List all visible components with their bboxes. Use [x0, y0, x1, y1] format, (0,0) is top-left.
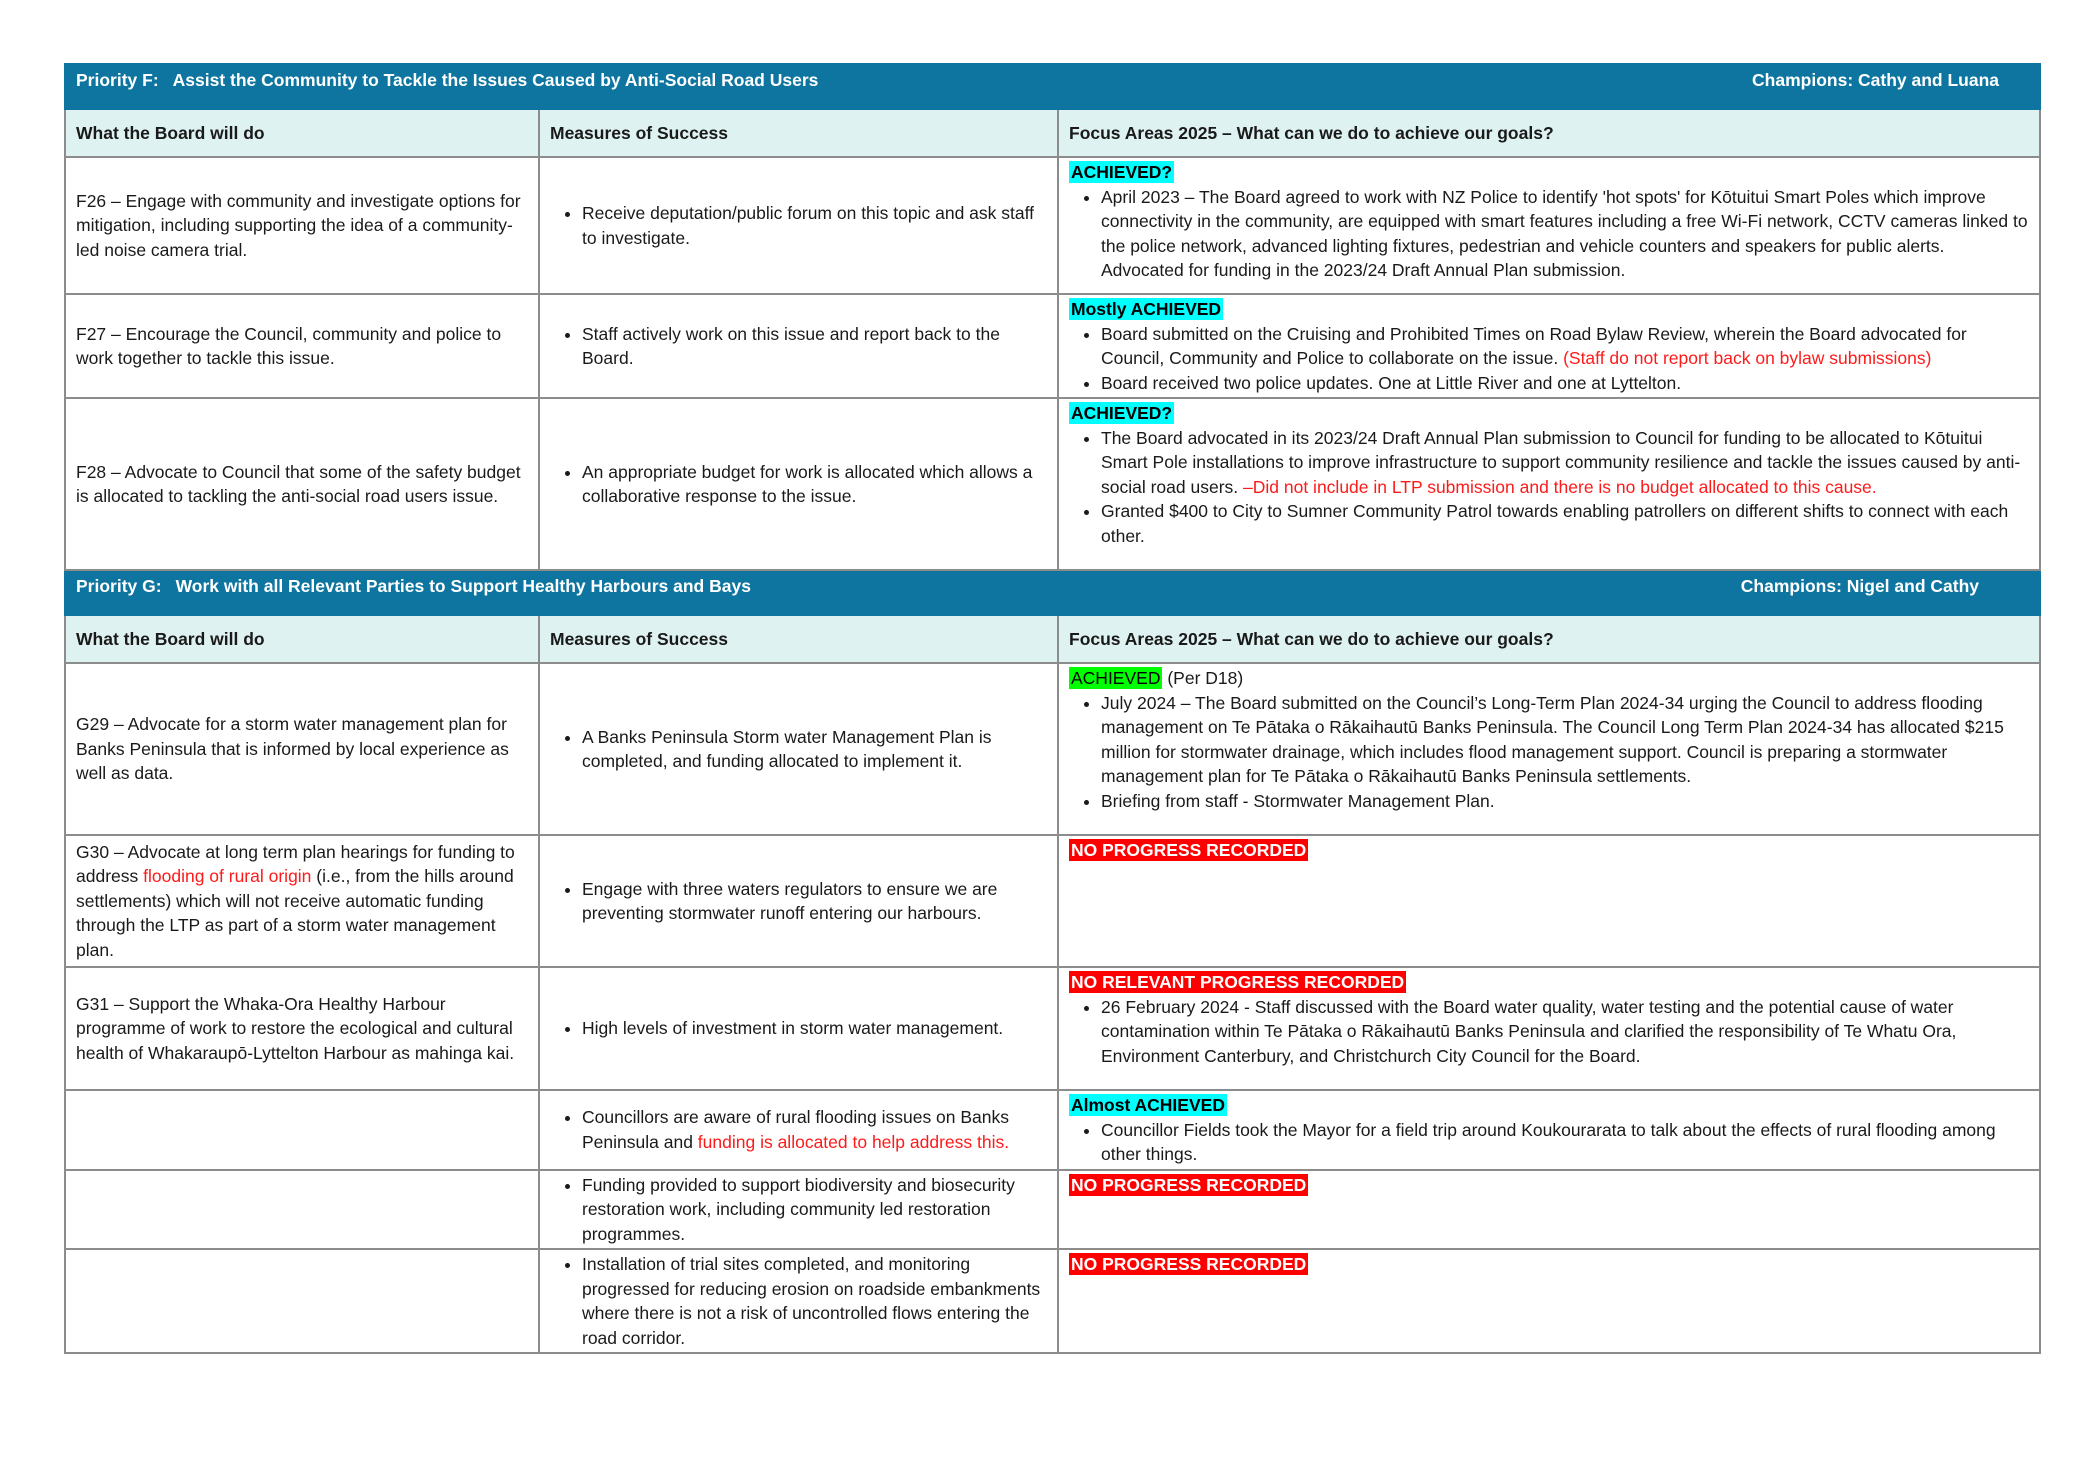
focus-cell: [1058, 835, 2040, 967]
measure-text: Councillors are aware of rural flooding issues on Banks Peninsula and: [582, 1107, 1010, 1152]
priorities-table: [64, 63, 2041, 1354]
table-row-g-erosion: [65, 1249, 2040, 1353]
priority-g-header: [65, 570, 2040, 615]
priority-title: [76, 574, 751, 599]
document-page: [64, 63, 2041, 1354]
bullet-text: Board submitted on the Cruising and Prohibited Times on Road Bylaw Review, wherein the Board advocated for Council, Community and Police to collaborate on the issue.: [1101, 323, 1967, 368]
focus-bullet: • July 2024 – The Board submitted on the Council’s Long-Term Plan 2024-34 urging the Council to address flooding management on Te Pātaka o Rākaihautū Banks Peninsula. The Council Long Term Plan 2024-34 has allocated $215 million for stormwater drainage, which includes flood management support. Council is preparing a stormwater management plan for Te Pātaka o Rākaihautū Banks Peninsula settlements.: [1101, 691, 2029, 789]
status-badge: NO RELEVANT PROGRESS RECORDED: [1071, 972, 1405, 992]
champions: Champions: Cathy and Luana: [1752, 70, 1999, 90]
table-row-g29: [65, 663, 2040, 835]
action-cell: [65, 1249, 539, 1353]
focus-cell: [1058, 1249, 2040, 1353]
action-text-end: (i.e., from the hills around settlements) which will not receive automatic funding through the LTP as part of a storm water management plan.: [76, 866, 514, 960]
status-suffix: (Per D18): [1162, 668, 1244, 688]
status-badge: Almost ACHIEVED: [1071, 1095, 1225, 1115]
measure-cell: [539, 1170, 1058, 1250]
measure-cell: [539, 835, 1058, 967]
table-row-f28: [65, 398, 2040, 570]
status-badge: ACHIEVED?: [1071, 162, 1173, 182]
action-cell: [65, 835, 539, 967]
measure-cell: [539, 294, 1058, 398]
priority-title: [76, 68, 818, 93]
measure-cell: [539, 1090, 1058, 1170]
focus-bullet: [1101, 426, 2029, 500]
table-row-g-rural-flooding: [65, 1090, 2040, 1170]
measure-item: • Engage with three waters regulators to ensure we are preventing stormwater runoff entering our harbours.: [582, 877, 1047, 926]
focus-bullet: • 26 February 2024 - Staff discussed with the Board water quality, water testing and the potential cause of water contamination within Te Pātaka o Rākaihautū Banks Peninsula and clarified the responsibility of Te Whatu Ora, Environment Canterbury, and Christchurch City Council for the Board.: [1101, 995, 2029, 1069]
status-badge: NO PROGRESS RECORDED: [1071, 840, 1307, 860]
bullet-text: The Board advocated in its 2023/24 Draft Annual Plan submission to Council for funding to be allocated to Kōtuitui Smart Pole installations to improve infrastructure to support community resilience and tackle the issues caused by anti-social road users.: [1101, 427, 2021, 497]
action-cell: F27 – Encourage the Council, community and police to work together to tackle this issue.: [65, 294, 539, 398]
col-header-action: What the Board will do: [65, 615, 539, 663]
focus-bullet: • April 2023 – The Board agreed to work with NZ Police to identify 'hot spots' for Kōtuitui Smart Poles which improve connectivity in the community, are equipped with smart features including a free Wi-Fi network, CCTV cameras linked to the police network, advanced lighting fixtures, pedestrian and vehicle counters and speakers for public alerts. Advocated for funding in the 2023/24 Draft Annual Plan submission.: [1101, 185, 2029, 283]
priority-f-header: [65, 64, 2040, 109]
measure-cell: [539, 1249, 1058, 1353]
focus-cell: [1058, 1170, 2040, 1250]
action-cell: F28 – Advocate to Council that some of the safety budget is allocated to tackling the anti-social road users issue.: [65, 398, 539, 570]
measure-item: • Installation of trial sites completed, and monitoring progressed for reducing erosion on roadside embankments where there is not a risk of uncontrolled flows entering the road corridor.: [582, 1252, 1047, 1350]
col-header-measure: Measures of Success: [539, 615, 1058, 663]
focus-bullet: • Briefing from staff - Stormwater Management Plan.: [1101, 789, 2029, 814]
action-cell: G29 – Advocate for a storm water management plan for Banks Peninsula that is informed by local experience as well as data.: [65, 663, 539, 835]
measure-cell: [539, 157, 1058, 294]
table-row-f27: [65, 294, 2040, 398]
focus-cell: [1058, 1090, 2040, 1170]
focus-bullet: • Board received two police updates. One at Little River and one at Lyttelton.: [1101, 371, 2029, 396]
bullet-red-note: –Did not include in LTP submission and there is no budget allocated to this cause.: [1243, 476, 1877, 497]
status-badge: NO PROGRESS RECORDED: [1071, 1254, 1307, 1274]
priority-label: Priority F:: [76, 70, 159, 90]
focus-bullet: • Councillor Fields took the Mayor for a field trip around Koukourarata to talk about the effects of rural flooding among other things.: [1101, 1118, 2029, 1167]
table-row-g31: [65, 967, 2040, 1090]
action-cell: [65, 1090, 539, 1170]
measure-item: • A Banks Peninsula Storm water Management Plan is completed, and funding allocated to implement it.: [582, 725, 1047, 774]
champions: Champions: Nigel and Cathy: [1740, 576, 1979, 596]
col-header-focus: Focus Areas 2025 – What can we do to achieve our goals?: [1058, 615, 2040, 663]
focus-bullet: [1101, 322, 2029, 371]
measure-cell: [539, 398, 1058, 570]
focus-cell: [1058, 663, 2040, 835]
table-row-g30: [65, 835, 2040, 967]
action-cell: [65, 1170, 539, 1250]
table-row-g-biodiversity: [65, 1170, 2040, 1250]
measure-item: • Receive deputation/public forum on this topic and ask staff to investigate.: [582, 201, 1047, 250]
measure-cell: [539, 663, 1058, 835]
col-header-action: What the Board will do: [65, 109, 539, 157]
status-badge: NO PROGRESS RECORDED: [1071, 1174, 1307, 1195]
table-row-f26: [65, 157, 2040, 294]
priority-title-text: Assist the Community to Tackle the Issues Caused by Anti-Social Road Users: [172, 70, 819, 90]
priority-label: Priority G:: [76, 576, 162, 596]
col-header-measure: Measures of Success: [539, 109, 1058, 157]
action-cell: F26 – Engage with community and investigate options for mitigation, including supporting the idea of a community-led noise camera trial.: [65, 157, 539, 294]
measure-cell: [539, 967, 1058, 1090]
focus-cell: [1058, 967, 2040, 1090]
measure-item: • Funding provided to support biodiversity and biosecurity restoration work, including community led restoration programmes.: [582, 1173, 1047, 1247]
col-header-focus: Focus Areas 2025 – What can we do to achieve our goals?: [1058, 109, 2040, 157]
measure-red-text: funding is allocated to help address this.: [697, 1131, 1010, 1152]
focus-cell: [1058, 294, 2040, 398]
action-cell: G31 – Support the Whaka-Ora Healthy Harbour programme of work to restore the ecological and cultural health of Whakaraupō-Lyttelton Harbour as mahinga kai.: [65, 967, 539, 1090]
measure-item: [582, 1105, 1047, 1154]
measure-item: • An appropriate budget for work is allocated which allows a collaborative response to the issue.: [582, 460, 1047, 509]
action-red-text: flooding of rural origin: [143, 866, 312, 887]
focus-cell: [1058, 398, 2040, 570]
column-headers: [65, 615, 2040, 663]
action-text: G30 – Advocate at long term plan hearings for funding to address: [76, 841, 515, 887]
measure-item: • High levels of investment in storm water management.: [582, 1016, 1047, 1041]
focus-bullet: • Granted $400 to City to Sumner Community Patrol towards enabling patrollers on different shifts to connect with each other.: [1101, 499, 2029, 548]
status-badge: ACHIEVED: [1071, 668, 1161, 688]
measure-item: • Staff actively work on this issue and report back to the Board.: [582, 322, 1047, 371]
column-headers: [65, 109, 2040, 157]
focus-cell: [1058, 157, 2040, 294]
status-badge: ACHIEVED?: [1071, 403, 1173, 423]
bullet-red-note: (Staff do not report back on bylaw submissions): [1563, 348, 1932, 368]
status-badge: Mostly ACHIEVED: [1071, 299, 1222, 319]
priority-title-text: Work with all Relevant Parties to Support Healthy Harbours and Bays: [175, 576, 751, 596]
